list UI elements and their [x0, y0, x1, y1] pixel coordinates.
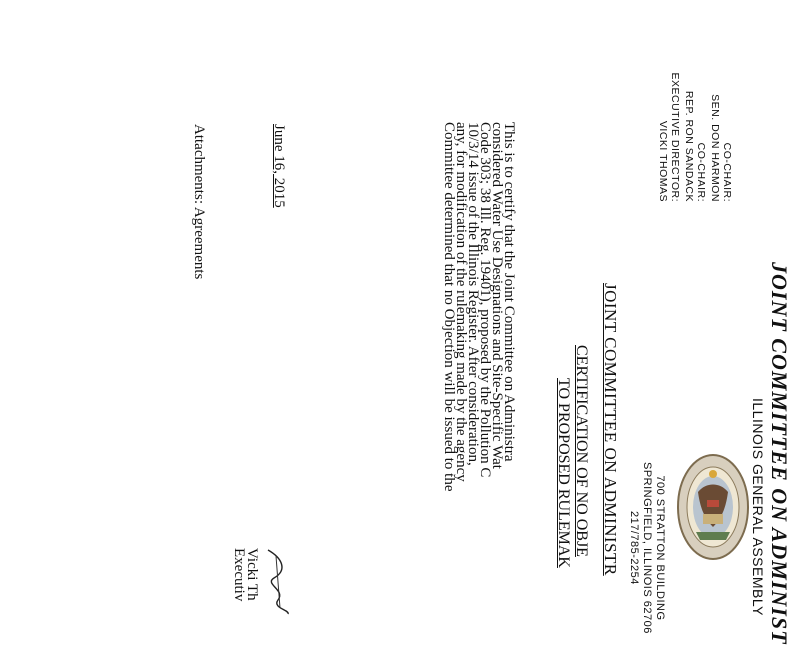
- member-line: VICKI THOMAS: [657, 120, 669, 202]
- certification-heading: CERTIFICATION OF NO OBJE: [573, 345, 590, 557]
- paragraph-line: any, for modification of the rulemaking made by the agency: [453, 122, 470, 482]
- member-line: EXECUTIVE DIRECTOR:: [669, 72, 681, 202]
- signer-title: Executiv: [231, 548, 247, 602]
- paragraph-line: This is to certify that the Joint Committee on Administra: [501, 122, 517, 462]
- paragraph-line: 10/3/14 issue of the Illinois Register. After consideration,: [465, 122, 482, 466]
- signature-mark: [262, 548, 294, 616]
- committee-heading: JOINT COMMITTEE ON ADMINISTR: [601, 283, 620, 576]
- certification-subheading: TO PROPOSED RULEMAK: [555, 378, 572, 568]
- state-seal-icon: [676, 452, 750, 562]
- signer-name: Vicki Th: [244, 548, 260, 601]
- member-line: SEN. DON HARMON: [709, 94, 721, 202]
- letter-date: June 16, 2015: [271, 124, 287, 208]
- paragraph-line: considered Water Use Designations and Site-Specific Wat: [489, 122, 506, 469]
- assembly-name: ILLINOIS GENERAL ASSEMBLY: [750, 398, 766, 616]
- attachments-line: Attachments: Agreements: [191, 124, 207, 280]
- address-line: 700 STRATTON BUILDING: [654, 475, 666, 621]
- letterhead-title: JOINT COMMITTEE ON ADMINIST: [767, 262, 792, 645]
- paragraph-line: Code 303; 38 Ill. Reg. 19401), proposed by the Pollution C: [477, 122, 494, 478]
- signature-block: [232, 548, 258, 601]
- address-line: 217/785-2254: [628, 510, 640, 585]
- member-line: CO-CHAIR:: [695, 142, 707, 202]
- member-line: REP. RON SANDACK: [683, 90, 695, 202]
- committee-members: [657, 60, 733, 202]
- address-line: SPRINGFIELD, ILLINOIS 62706: [641, 462, 653, 634]
- paragraph-line: Committee determined that no Objection will be issued to the: [441, 122, 458, 492]
- address-block: [627, 462, 666, 634]
- member-line: CO-CHAIR:: [721, 142, 733, 202]
- certification-paragraph: [441, 122, 517, 492]
